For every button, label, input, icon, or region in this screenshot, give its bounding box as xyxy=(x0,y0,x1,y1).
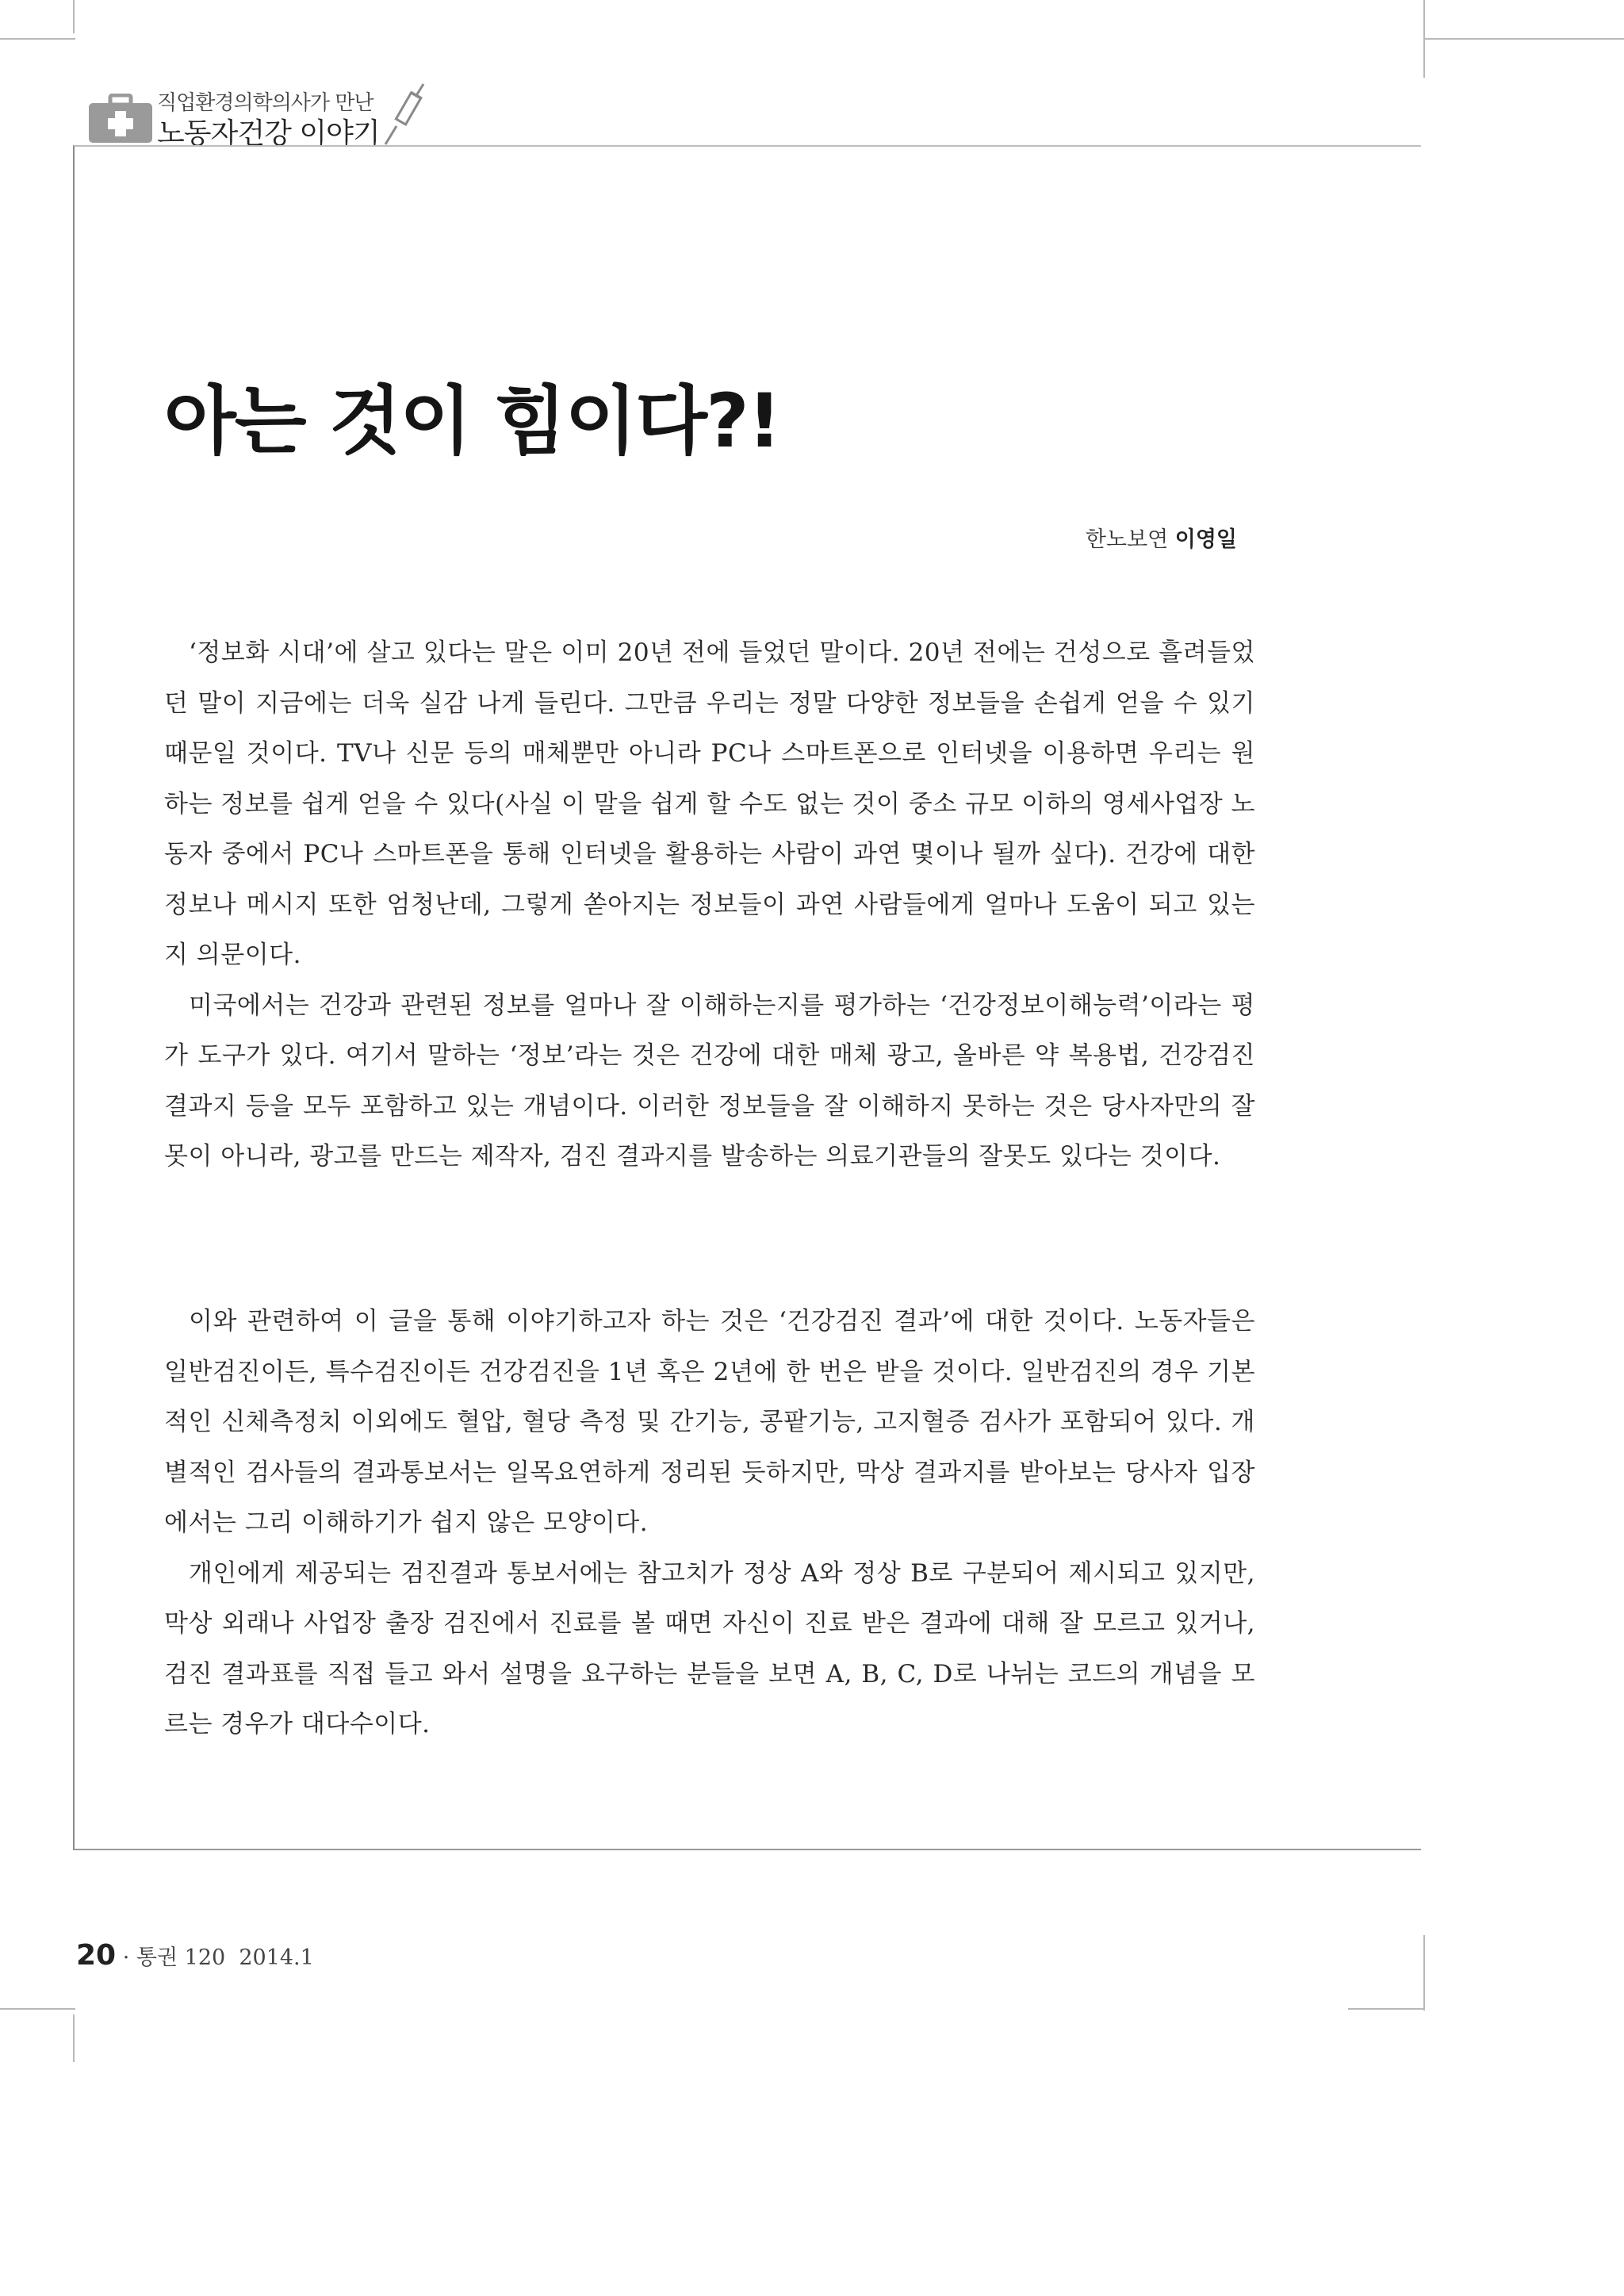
page-number: 20 xyxy=(76,1939,117,1972)
footer-separator: · xyxy=(122,1945,130,1970)
article-body-section-2 xyxy=(164,1297,1255,1750)
paragraph: 미국에서는 건강과 관련된 정보를 얼마나 잘 이해하는지를 평가하는 ‘건강정보이해능력’이라는 평가 도구가 있다. 여기서 말하는 ‘정보’라는 것은 건강에 대한 매체 광고, 올바른 약 복용법, 건강검진 결과지 등을 모두 포함하고 있는 개념이다. 이러한 정보들을 잘 이해하지 못하는 것은 당사자만의 잘못이 아니라, 광고를 만드는 제작자, 검진 결과지를 발송하는 의료기관들의 잘못도 있다는 것이다. xyxy=(164,991,1255,1171)
crop-mark xyxy=(1348,2008,1423,2010)
crop-mark xyxy=(0,38,75,40)
byline xyxy=(1086,522,1237,553)
paragraph: ‘정보화 시대’에 살고 있다는 말은 이미 20년 전에 들었던 말이다. 20년 전에는 건성으로 흘려들었던 말이 지금에는 더욱 실감 나게 들린다. 그만큼 우리는 정말 다양한 정보들을 손쉽게 얻을 수 있기 때문일 것이다. TV나 신문 등의 매체뿐만 아니라 PC나 스마트폰으로 인터넷을 이용하면 우리는 원하는 정보를 쉽게 얻을 수 있다(사실 이 말을 쉽게 할 수도 없는 것이 중소 규모 이하의 영세사업장 노동자 중에서 PC나 스마트폰을 통해 인터넷을 활용하는 사람이 과연 몇이나 될까 싶다). 건강에 대한 정보나 메시지 또한 엄청난데, 그렇게 쏟아지는 정보들이 과연 사람들에게 얼마나 도움이 되고 있는지 의문이다. xyxy=(164,638,1256,969)
series-label: 직업환경의학의사가 만난 xyxy=(157,91,373,115)
paragraph: 이와 관련하여 이 글을 통해 이야기하고자 하는 것은 ‘건강검진 결과’에 대한 것이다. 노동자들은 일반검진이든, 특수검진이든 건강검진을 1년 혹은 2년에 한 번은 받을 것이다. 일반검진의 경우 기본적인 신체측정치 이외에도 혈압, 혈당 측정 및 간기능, 콩팥기능, 고지혈증 검사가 포함되어 있다. 개별적인 검사들의 결과통보서는 일목요연하게 정리된 듯하지만, 막상 결과지를 받아보는 당사자 입장에서는 그리 이해하기가 쉽지 않은 모양이다. xyxy=(164,1307,1255,1537)
author-name: 이영일 xyxy=(1174,527,1237,552)
page-footer xyxy=(76,1939,314,1972)
issue-date: 2014.1 xyxy=(239,1945,314,1970)
first-aid-kit-icon xyxy=(89,94,152,144)
article-title: 아는 것이 힘이다?! xyxy=(164,378,780,465)
article-body-section-1 xyxy=(164,628,1255,1182)
crop-mark xyxy=(0,2008,75,2010)
crop-mark xyxy=(1425,38,1624,40)
crop-mark xyxy=(73,2014,75,2062)
crop-mark xyxy=(1423,1935,1425,2010)
issue-number: 통권 120 xyxy=(136,1945,226,1970)
paragraph: 개인에게 제공되는 검진결과 통보서에는 참고치가 정상 A와 정상 B로 구분되어 제시되고 있지만, 막상 외래나 사업장 출장 검진에서 진료를 볼 때면 자신이 진료 받은 결과에 대해 잘 모르고 있거나, 검진 결과표를 직접 들고 와서 설명을 요구하는 분들을 보면 A, B, C, D로 나뉘는 코드의 개념을 모르는 경우가 대다수이다. xyxy=(164,1558,1255,1738)
author-org: 한노보연 xyxy=(1085,527,1169,552)
series-title: 노동자건강 이야기 xyxy=(157,117,380,150)
syringe-icon xyxy=(381,82,427,146)
crop-mark xyxy=(73,0,75,33)
